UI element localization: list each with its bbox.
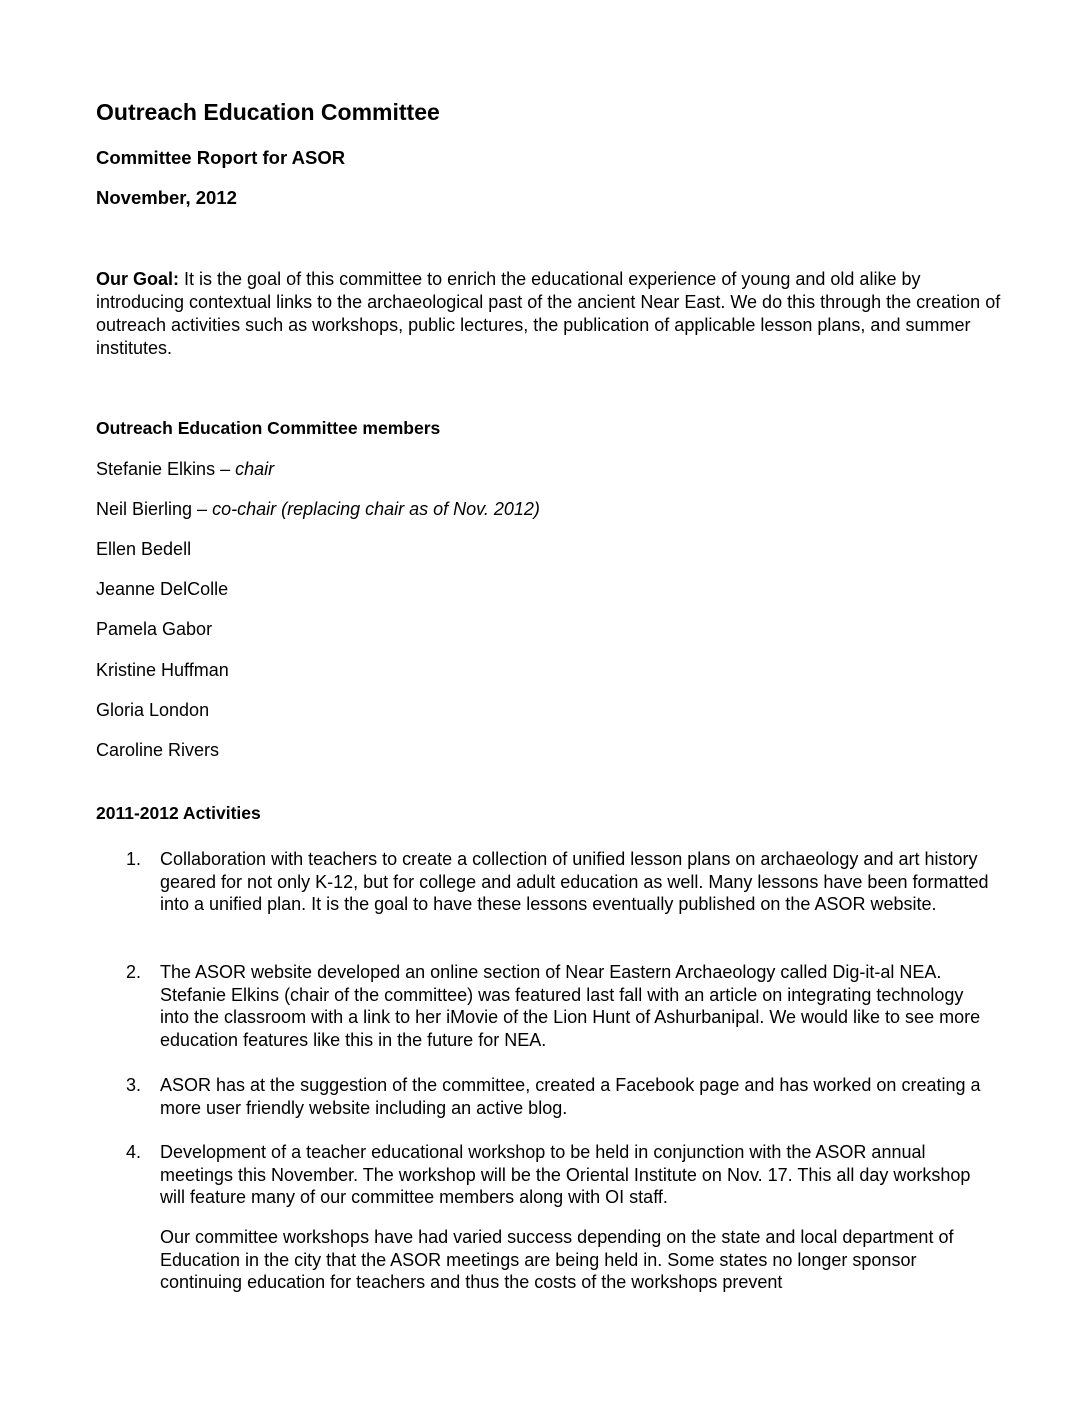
goal-paragraph [96, 268, 1006, 360]
member-item [96, 578, 228, 600]
activity-number: 1. [126, 849, 142, 869]
member-name: Ellen Bedell [96, 539, 192, 559]
document-date: November, 2012 [96, 187, 237, 208]
member-name: Kristine Huffman [96, 660, 229, 680]
members-heading: Outreach Education Committee members [96, 418, 441, 438]
goal-text: It is the goal of this committee to enrich the educational experience of young and old alike by introducing contextual links to the archaeological past of the ancient Near East. We do this through the creation of outreach activities such as workshops, public lectures, the publication of applicable lesson plans, and summer institutes. [96, 269, 1001, 358]
member-item [96, 699, 209, 721]
document-title: Outreach Education Committee [96, 99, 440, 125]
member-item [96, 618, 212, 640]
activities-heading: 2011-2012 Activities [96, 803, 261, 823]
member-role: chair [235, 459, 275, 479]
goal-label: Our Goal: [96, 269, 180, 289]
member-name: Caroline Rivers [96, 740, 220, 760]
member-name: Gloria London [96, 700, 210, 720]
member-role: co-chair (replacing chair as of Nov. 2012) [212, 499, 540, 519]
activity-text: Development of a teacher educational workshop to be held in conjunction with the ASOR annual meetings this November. The workshop will be the Oriental Institute on Nov. 17. This all day workshop will feature many of our committee members along with OI staff. [160, 1142, 971, 1207]
activity-text: The ASOR website developed an online section of Near Eastern Archaeology called Dig-it-al NEA. Stefanie Elkins (chair of the committee) was featured last fall with an article on integrating technology into the classroom with a link to her iMovie of the Lion Hunt of Ashurbanipal. We would like to see more education features like this in the future for NEA. [160, 962, 981, 1050]
member-item [96, 739, 219, 761]
activity-number: 2. [126, 962, 142, 982]
member-item [96, 458, 274, 480]
document-subtitle: Committee Roport for ASOR [96, 147, 346, 168]
member-name: Pamela Gabor [96, 619, 213, 639]
continuation-paragraph: Our committee workshops have had varied success depending on the state and local department of Education in the city that the ASOR meetings are being held in. Some states no longer sponsor continuing education for teachers and thus the costs of the workshops prevent [160, 1227, 954, 1292]
member-name: Jeanne DelColle [96, 579, 229, 599]
member-item [96, 498, 540, 520]
member-name: Neil Bierling – [96, 499, 213, 519]
activity-number: 3. [126, 1075, 142, 1095]
member-item [96, 659, 229, 681]
activity-text: Collaboration with teachers to create a collection of unified lesson plans on archaeology and art history geared for not only K-12, but for college and adult education as well. Many lessons have been formatted into a unified plan. It is the goal to have these lessons eventually published on the ASOR website. [160, 849, 989, 914]
activity-text: ASOR has at the suggestion of the committee, created a Facebook page and has worked on creating a more user friendly website including an active blog. [160, 1075, 981, 1118]
activity-number: 4. [126, 1142, 142, 1162]
member-item [96, 538, 191, 560]
member-name: Stefanie Elkins – [96, 459, 236, 479]
